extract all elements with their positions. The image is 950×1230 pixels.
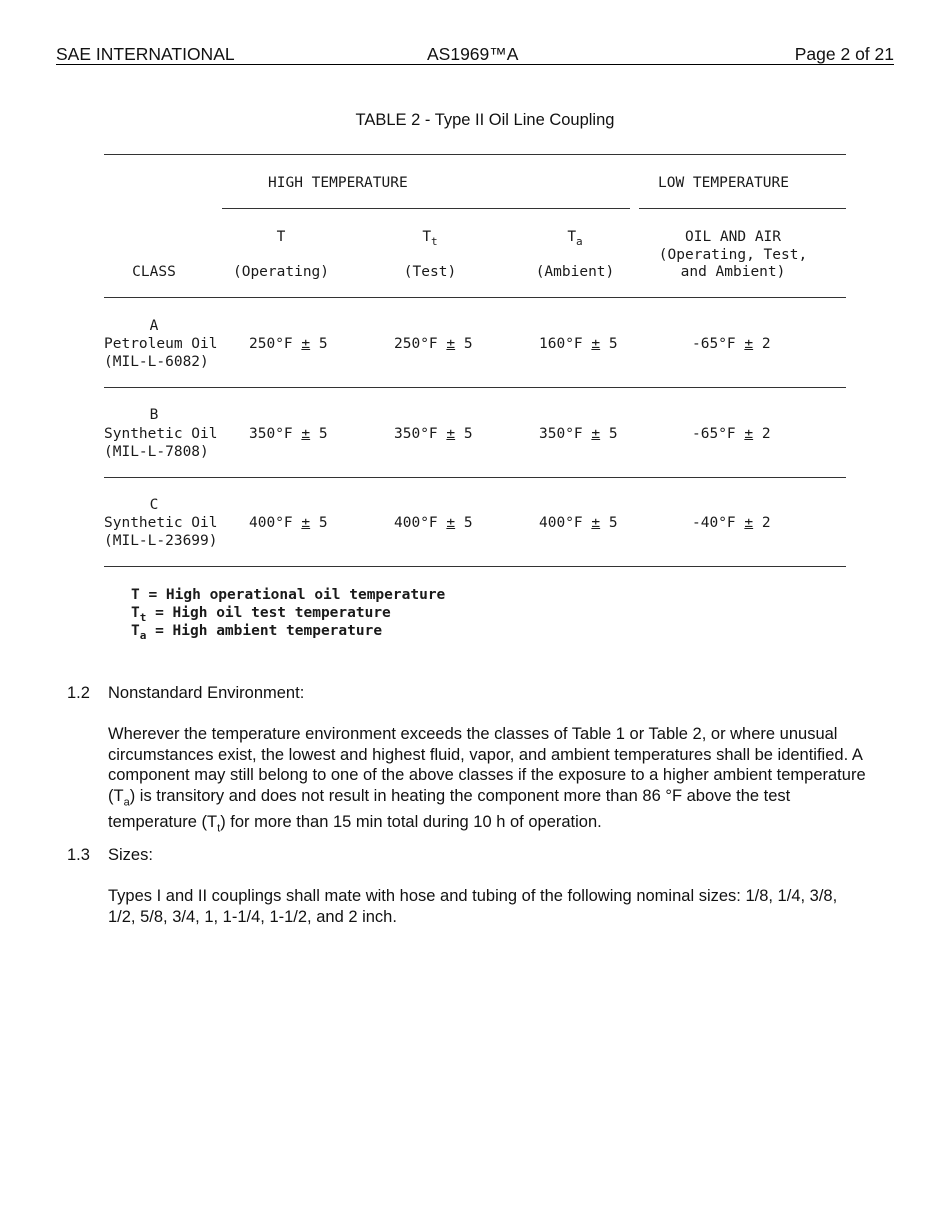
col-low-line3: and Ambient)	[680, 264, 786, 280]
section-1-3-title: Sizes:	[108, 846, 153, 864]
row-a-t: 250°F ± 5	[249, 336, 328, 352]
row-a-name: Petroleum Oil	[104, 336, 218, 352]
legend-t: T = High operational oil temperature	[131, 587, 446, 603]
group-high-temperature: HIGH TEMPERATURE	[268, 175, 408, 191]
table-rule-row-b	[104, 477, 846, 478]
row-b-ta: 350°F ± 5	[539, 426, 618, 442]
row-b-tt: 350°F ± 5	[394, 426, 473, 442]
header-page-number: Page 2 of 21	[794, 44, 894, 64]
section-1-3-number: 1.3	[67, 846, 90, 864]
row-a-letter: A	[149, 318, 159, 334]
col-tt-symbol: $T_t$	[422, 229, 438, 248]
row-b-t: 350°F ± 5	[249, 426, 328, 442]
legend-tt: $T_t$ = High oil test temperature	[131, 605, 391, 624]
table-rule-top	[104, 154, 846, 155]
row-a-ta: 160°F ± 5	[539, 336, 618, 352]
row-c-tt: 400°F ± 5	[394, 515, 473, 531]
col-ta-desc: (Ambient)	[535, 264, 615, 280]
table-rule-bottom	[104, 566, 846, 567]
col-t-desc: (Operating)	[232, 264, 330, 280]
section-1-2-title: Nonstandard Environment:	[108, 684, 305, 702]
col-class: CLASS	[132, 264, 176, 280]
col-low-line2: (Operating, Test,	[658, 247, 808, 263]
row-c-ta: 400°F ± 5	[539, 515, 618, 531]
table-rule-row-a	[104, 387, 846, 388]
header-org: SAE INTERNATIONAL	[56, 44, 235, 64]
section-1-3-paragraph: Types I and II couplings shall mate with hose and tubing of the following nominal sizes: 1/8, 1/4, 3/8, 1/2, 5/8, 3/4, 1, 1-1/4, 1-1/2, and 2 inch.	[108, 887, 838, 926]
row-c-name: Synthetic Oil	[104, 515, 218, 531]
row-c-low: -40°F ± 2	[692, 515, 771, 531]
row-a-low: -65°F ± 2	[692, 336, 771, 352]
group-low-temperature: LOW TEMPERATURE	[658, 175, 789, 191]
row-a-tt: 250°F ± 5	[394, 336, 473, 352]
col-t-symbol: T	[276, 229, 286, 245]
group-high-rule	[222, 208, 630, 209]
section-1-2-number: 1.2	[67, 684, 90, 702]
row-c-spec: (MIL-L-23699)	[104, 533, 218, 549]
page-header	[56, 44, 894, 65]
table-rule-header	[104, 297, 846, 298]
row-b-spec: (MIL-L-7808)	[104, 444, 209, 460]
col-ta-symbol: $T_a$	[567, 229, 583, 248]
row-b-low: -65°F ± 2	[692, 426, 771, 442]
row-b-letter: B	[149, 407, 159, 423]
header-doc-number: AS1969™A	[427, 44, 519, 64]
row-c-t: 400°F ± 5	[249, 515, 328, 531]
table-caption: TABLE 2 - Type II Oil Line Coupling	[355, 111, 615, 129]
section-1-2-paragraph: Wherever the temperature environment exceeds the classes of Table 1 or Table 2, or where unusual circumstances exist, the lowest and highest fluid, vapor, and ambient temperatures shall be identified. A component may still belong to one of the above classes if the exposure to a higher ambient temperature $(T_a)$ is transitory and does not result in heating the component more than 86 °F above the test temperature $(T_t)$ for more than 15 min total during 10 h of operation.	[108, 725, 866, 835]
row-c-letter: C	[149, 497, 159, 513]
row-b-name: Synthetic Oil	[104, 426, 218, 442]
group-low-rule	[639, 208, 846, 209]
row-a-spec: (MIL-L-6082)	[104, 354, 209, 370]
col-low-line1: OIL AND AIR	[684, 229, 782, 245]
legend-ta: $T_a$ = High ambient temperature	[131, 623, 383, 642]
col-tt-desc: (Test)	[403, 264, 457, 280]
